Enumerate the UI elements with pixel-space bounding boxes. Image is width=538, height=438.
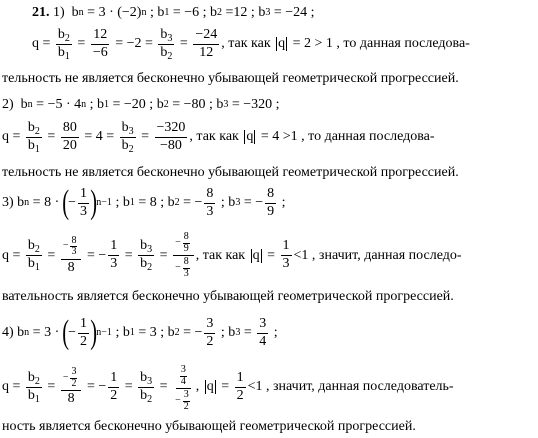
item-1-formula bbox=[32, 6, 315, 20]
item-3-label: 3) bbox=[2, 195, 14, 210]
item-1-q-line: q = $\frac{b_2}{b_1}$ = $\frac{12}{-6}$ = −2 = $\frac{b_3}{b_2}$ = $\frac{-24}{12}$ , так как q = 2 > 1 , то данная последова- bbox=[32, 27, 470, 62]
item-2-q-line: q = $\frac{b_2}{b_1}$ = $\frac{80}{20}$ = 4 = $\frac{b_3}{b_2}$ = $\frac{-320}{-80}$ , так как q = 4 >1 , то данная последова- bbox=[2, 120, 435, 155]
item-4-q-line: q = $\frac{b_2}{b_1}$ = − $\frac{3}{2}$ 8 = − $\frac{1}{2}$ = $\frac{b_3}{b_2}$ = $\frac{3}{4}$ − $\frac{3}{2}$ , q = $\frac{1}{2}$ <1 , значит, данная последователь- bbox=[2, 364, 454, 412]
item-3-continuation: вательность является бесконечно убывающей геометрической прогрессией. bbox=[2, 289, 454, 304]
problem-number: 21. bbox=[32, 5, 50, 20]
item-3-q-line: q = $\frac{b_2}{b_1}$ = − $\frac{8}{3}$ 8 = − $\frac{1}{3}$ = $\frac{b_3}{b_2}$ = − $\frac{8}{9}$ − $\frac{8}{3}$ , так как q = $\frac{1}{3}$ <1 , значит, данная последо- bbox=[2, 231, 462, 279]
item-2-label: 2) bbox=[2, 97, 14, 112]
item-4-label: 4) bbox=[2, 325, 14, 340]
item-3-formula: 3) b n = 8 · ( − $\frac{1}{3}$ ) n−1 ; b 1 = 8 ; b 2 = − $\frac{8}{3}$ ; b 3 = − $\frac{8}{9}$ ; bbox=[2, 184, 286, 221]
item-2-formula: 2) b n = −5 · 4 n ; b 1 = −20 ; b 2 = −80 ; b 3 = −320 ; bbox=[2, 97, 280, 112]
item-1-continuation: тельность не является бесконечно убывающей геометрической прогрессией. bbox=[2, 71, 459, 86]
item-1-expression: b n = 3 · (−2) n ; b 1 = −6 ; b 2 =12 ; b 3 = −24 ; bbox=[68, 5, 315, 20]
item-4-formula: 4) b n = 3 · ( − $\frac{1}{2}$ ) n−1 ; b 1 = 3 ; b 2 = − $\frac{3}{2}$ ; b 3 = $\frac{3}{4}$ ; bbox=[2, 314, 278, 351]
item-4-continuation: ность является бесконечно убывающей геометрической прогрессией. bbox=[2, 419, 416, 434]
item-2-continuation: тельность не является бесконечно убывающей геометрической прогрессией. bbox=[2, 165, 459, 180]
item-1-label: 1) bbox=[53, 5, 65, 20]
